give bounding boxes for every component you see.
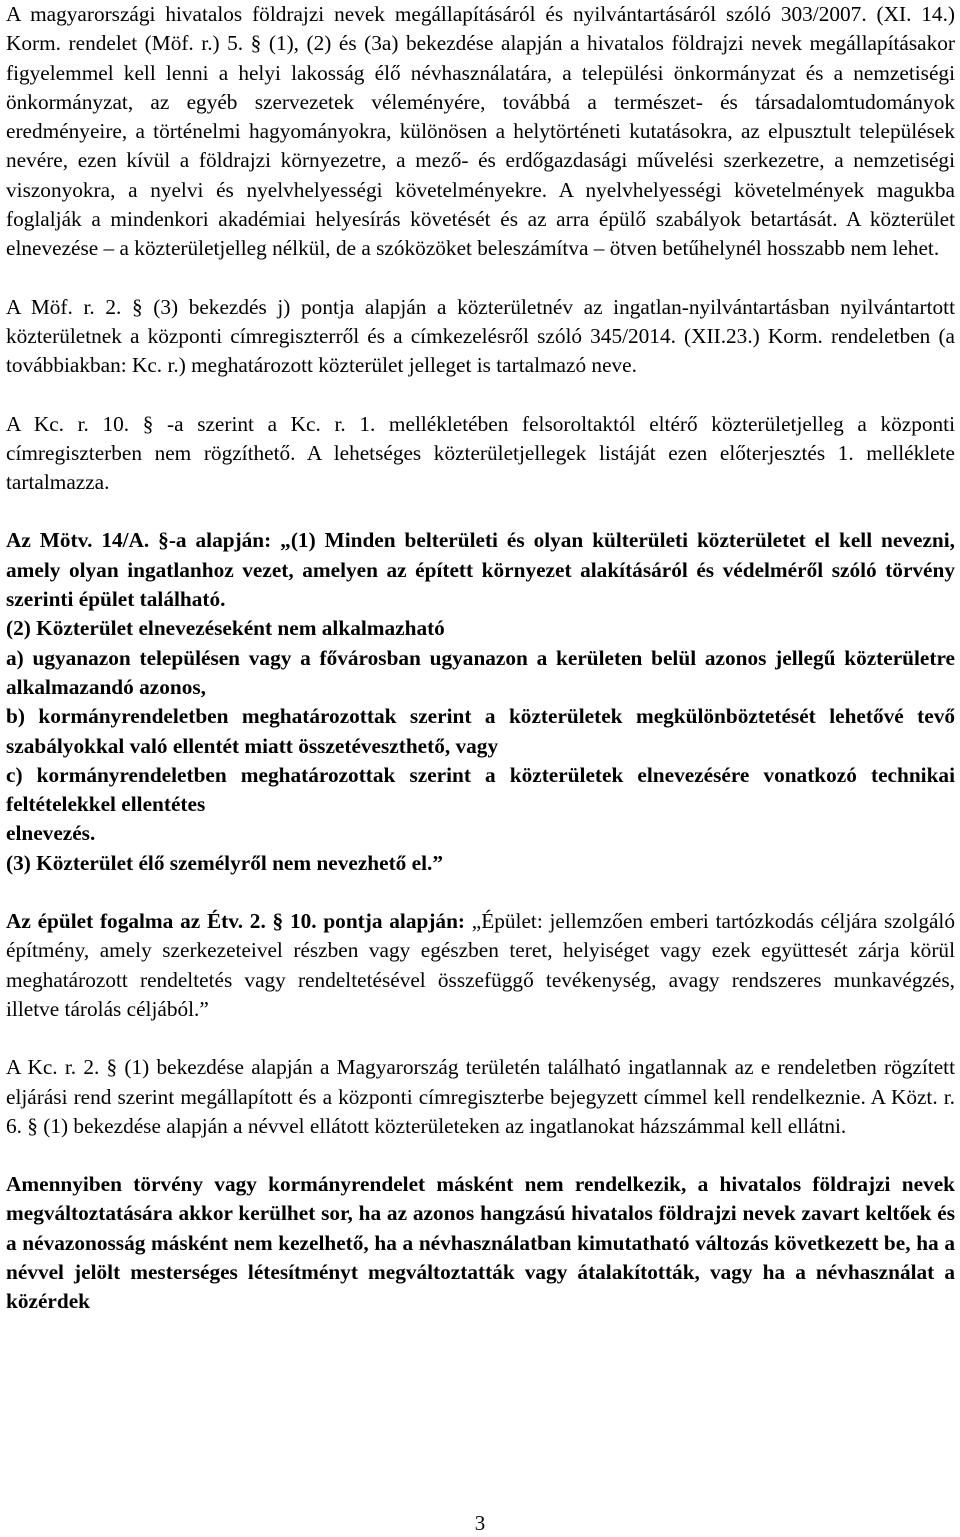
paragraph-name-change: Amennyiben törvény vagy kormányrendelet másként nem rendelkezik, a hivatalos földrajzi nevek megváltoztatására akkor kerülhet sor, ha az azonos hangzású hivatalos földrajzi nevek zavart keltőek és a névazonosság másként nem kezelhető, ha a névhasználatban kimutatható változás következett be, ha a névvel jelölt mesterséges létesítményt megváltoztatták vagy átalakították, vagy ha a névhasználat a közérdek [6, 1172, 955, 1314]
paragraph-public-area-name: A Möf. r. 2. § (3) bekezdés j) pontja alapján a közterületnév az ingatlan-nyilvántartásban nyilvántartott közterületnek a központi címregiszterről és a címkezelésről szóló 345/2014. (XII.23.) Korm. rendeletben (a továbbiakban: Kc. r.) meghatározott közterület jelleget is tartalmazó neve. [6, 294, 955, 378]
motv-point-c-end: elnevezés. [6, 821, 96, 846]
motv-intro: Az Mötv. 14/A. §-a alapján: „(1) Minden belterületi és olyan külterületi közterületet el kell nevezni, amely olyan ingatlanhoz vezet, amelyen az épített környezet alakításáról és védelméről szóló törvény szerinti épület található. [6, 528, 955, 612]
paragraph-address-rules: A Kc. r. 2. § (1) bekezdése alapján a Magyarország területén található ingatlannak az e rendeletben rögzített eljárási rend szerint megállapított és a központi címregiszterbe bejegyzett címmel kell rendelkeznie. A Közt. r. 6. § (1) bekezdése alapján a névvel ellátott közterületeken az ingatlanokat házszámmal kell ellátni. [6, 1055, 955, 1138]
building-definition-text: „Épület: jellemzően emberi tartózkodás céljára szolgáló építmény, amely szerkezeteivel részben vagy egészben teret, helyiséget vagy ezek együttesét zárja körül meghatározott rendeltetés vagy rendeltetésével összefüggő tevékenység, avagy rendszeres munkavégzés, illetve tárolás céljából.” [6, 909, 955, 1021]
paragraph-public-area-type: A Kc. r. 10. § -a szerint a Kc. r. 1. mellékletében felsoroltaktól eltérő közterületjelleg a központi címregiszterben nem rögzíthető. A lehetséges közterületjellegek listáját ezen előterjesztés 1. melléklete tartalmazza. [6, 411, 955, 495]
motv-point-2: (2) Közterület elnevezéseként nem alkalmazható [6, 616, 445, 641]
motv-point-b: b) kormányrendeletben meghatározottak szerint a közterületek megkülönböztetését lehetővé tevő szabályokkal való ellentét miatt összetéveszthető, vagy [6, 704, 955, 758]
paragraph-motv-quote [6, 526, 955, 878]
page-number: 3 [474, 1511, 486, 1535]
document-page [6, 0, 955, 1317]
motv-point-c: c) kormányrendeletben meghatározottak szerint a közterületek elnevezésére vonatkozó technikai feltételekkel ellentétes [6, 762, 955, 817]
paragraph-mof-rules: A magyarországi hivatalos földrajzi nevek megállapításáról és nyilvántartásáról szóló 303/2007. (XI. 14.) Korm. rendelet (Möf. r.) 5. § (1), (2) és (3a) bekezdése alapján a hivatalos földrajzi nevek megállapításakor figyelemmel kell lenni a helyi lakosság élő névhasználatára, a települési önkormányzat és a nemzetiségi önkormányzat, az egyéb szervezetek véleményére, továbbá a természet- és társadalomtudományok eredményeire, a történelmi hagyományokra, különösen a helytörténeti kutatásokra, az elpusztult települések nevére, ezen kívül a földrajzi környezetre, a mező- és erdőgazdasági művelési szerkezetre, a nemzetiségi viszonyokra, a nyelvi és nyelvhelyességi követelményekre. A nyelvhelyességi követelmények magukba foglalják a mindenkori akadémiai helyesírás követését és az arra épülő szabályok betartását. A közterület elnevezése – a közterületjelleg nélkül, de a szóközöket beleszámítva – ötven betűhelynél hosszabb nem lehet. [6, 2, 955, 261]
building-definition-lead: Az épület fogalma az Étv. 2. § 10. pontja alapján: [6, 909, 466, 934]
motv-point-3: (3) Közterület élő személyről nem nevezhető el.” [6, 850, 444, 875]
motv-point-a: a) ugyanazon településen vagy a fővárosban ugyanazon a kerületen belül azonos jellegű közterületre alkalmazandó azonos, [6, 645, 955, 699]
paragraph-building-definition [6, 907, 955, 1024]
